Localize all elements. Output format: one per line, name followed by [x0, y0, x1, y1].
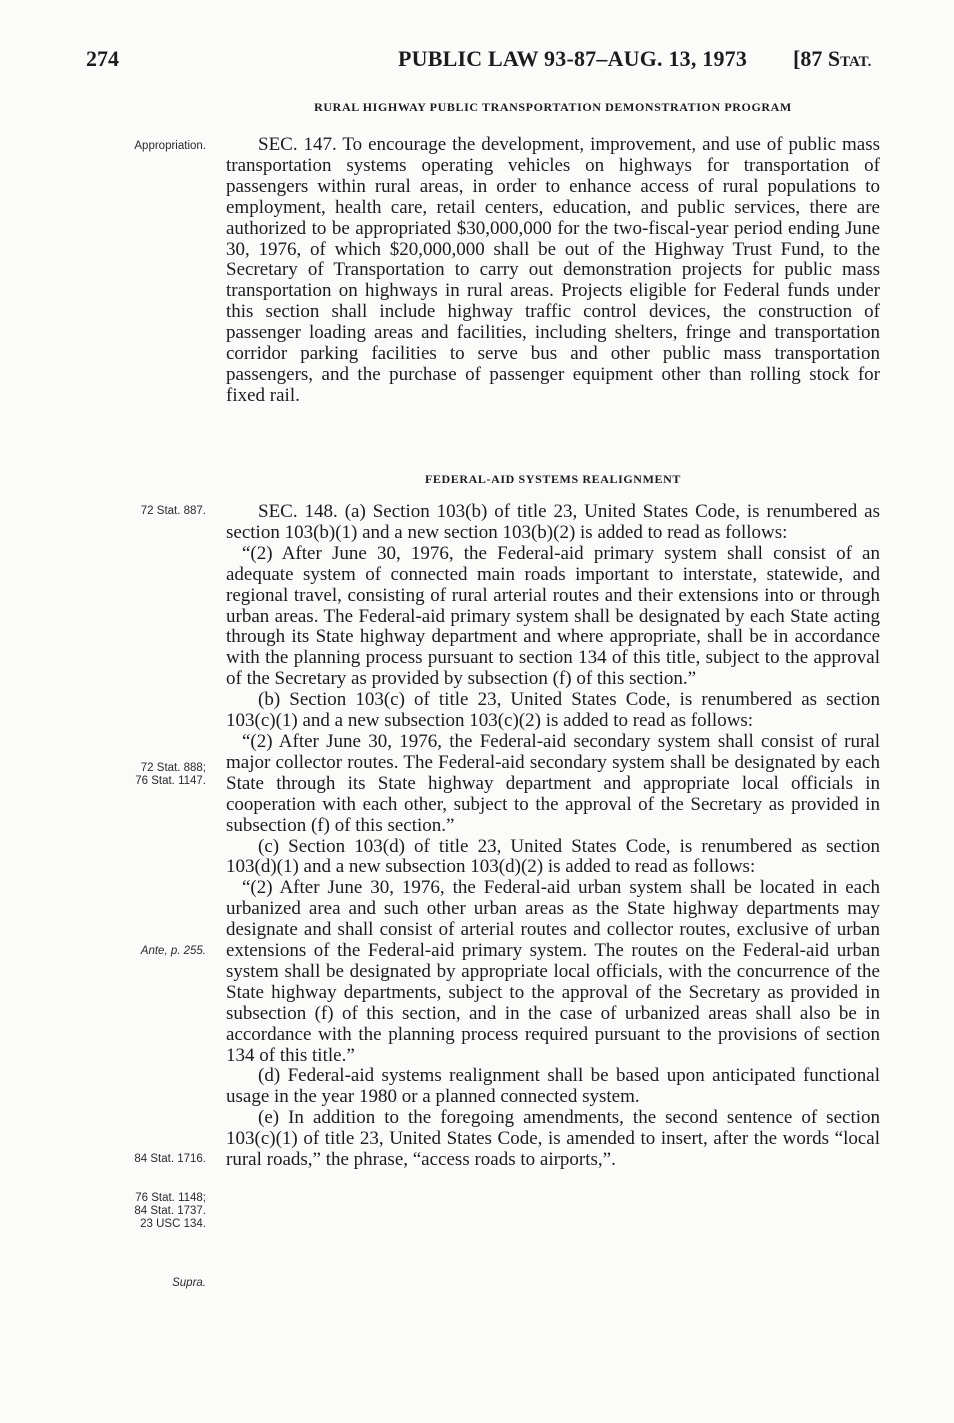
margin-note-ante: Ante, p. 255. — [140, 945, 206, 957]
margin-note-72-stat-888: 72 Stat. 888; — [140, 762, 206, 774]
section-148-c: (c) Section 103(d) of title 23, United States Code, is renumbered as section 103(d)(1) and a new subsection 103(d)(2) is added to read as follows: — [226, 835, 880, 878]
federal-aid-realignment-heading: FEDERAL-AID SYSTEMS REALIGNMENT — [425, 472, 681, 486]
section-147-text: SEC. 147. To encourage the development, improvement, and use of public mass transportation systems operating vehicles on highways for transportation of passengers within rural areas, in order to enhance access of rural populations to employment, health care, retail centers, education, and public services, there are authorized to be appropriated $30,000,000 for the two-fiscal-year period ending June 30, 1976, of which $20,000,000 shall be out of the Highway Trust Fund, to the Secretary of Transportation to carry out demonstration projects for public mass transportation on highways in rural areas. Projects eligible for Federal funds under this section shall include highway traffic control devices, the construction of passenger loading areas and facilities, including shelters, fringe and transportation corridor parking facilities to serve bus and other public mass transportation passengers, and the purchase of passenger equipment other than rolling stock for fixed rail. — [226, 134, 880, 406]
margin-note-appropriation: Appropriation. — [134, 140, 206, 152]
section-148-a: SEC. 148. (a) Section 103(b) of title 23, United States Code, is renumbered as section 103(b)(1) and a new section 103(b)(2) is added to read as follows: — [226, 501, 880, 543]
margin-note-84-stat-1737: 84 Stat. 1737. — [134, 1205, 206, 1217]
section-147 — [226, 135, 880, 407]
statute-volume — [793, 46, 871, 72]
section-148-b: (b) Section 103(c) of title 23, United States Code, is renumbered as section 103(c)(1) and a new subsection 103(c)(2) is added to read as follows: — [226, 689, 880, 732]
section-148-b-quote: “(2) After June 30, 1976, the Federal-aid secondary system shall consist of rural major collector routes. The Federal-aid secondary system shall be designated by each State through its State highway department and appropriate local officials in cooperation with each other, subject to the approval of the Secretary as provided in subsection (f) of this section.” — [226, 730, 880, 836]
margin-note-supra: Supra. — [172, 1277, 206, 1289]
rural-transportation-heading: RURAL HIGHWAY PUBLIC TRANSPORTATION DEMONSTRATION PROGRAM — [314, 100, 792, 114]
margin-note-23-usc-134: 23 USC 134. — [140, 1218, 206, 1230]
section-148-c-quote: “(2) After June 30, 1976, the Federal-aid urban system shall be located in each urbanized area and such other urban areas as the State highway departments may designate and shall consist of arterial routes and collector routes, exclusive of urban extensions of the Federal-aid primary system. The routes on the Federal-aid urban system shall be designated by appropriate local officials, with the concurrence of the State highway departments, subject to the approval of the Secretary as provided in subsection (f) of this section, and in the case of urbanized areas shall also be in accordance with the planning process required pursuant to the provisions of section 134 of this title.” — [226, 877, 880, 1066]
margin-note-76-stat-1148: 76 Stat. 1148; — [135, 1192, 206, 1204]
margin-note-76-stat-1147: 76 Stat. 1147. — [135, 775, 206, 787]
section-148-e: (e) In addition to the foregoing amendments, the second sentence of section 103(c)(1) of title 23, United States Code, is amended to insert, after the words “local rural roads,” the phrase, “access roads to airports,”. — [226, 1107, 880, 1171]
section-148-d: (d) Federal-aid systems realignment shall be based upon anticipated functional usage in the year 1980 or a planned connected system. — [226, 1065, 880, 1108]
statute-prefix: [87 S — [793, 46, 841, 71]
statute-suffix: TAT. — [840, 54, 872, 70]
section-148 — [226, 502, 880, 1171]
page-number: 274 — [86, 46, 119, 71]
margin-note-72-stat-887: 72 Stat. 887. — [140, 505, 206, 517]
section-148-a-quote: “(2) After June 30, 1976, the Federal-aid primary system shall consist of an adequate system of connected main roads important to interstate, statewide, and regional travel, consisting of rural arterial routes and their extensions into or through urban areas. The Federal-aid primary system shall be designated by each State acting through its State highway department and where appropriate, shall be in accordance with the planning process pursuant to section 134 of this title, subject to the approval of the Secretary as provided by subsection (f) of this section.” — [226, 542, 880, 690]
running-title: PUBLIC LAW 93-87–AUG. 13, 1973 — [398, 46, 748, 71]
margin-note-84-stat-1716: 84 Stat. 1716. — [134, 1153, 206, 1165]
